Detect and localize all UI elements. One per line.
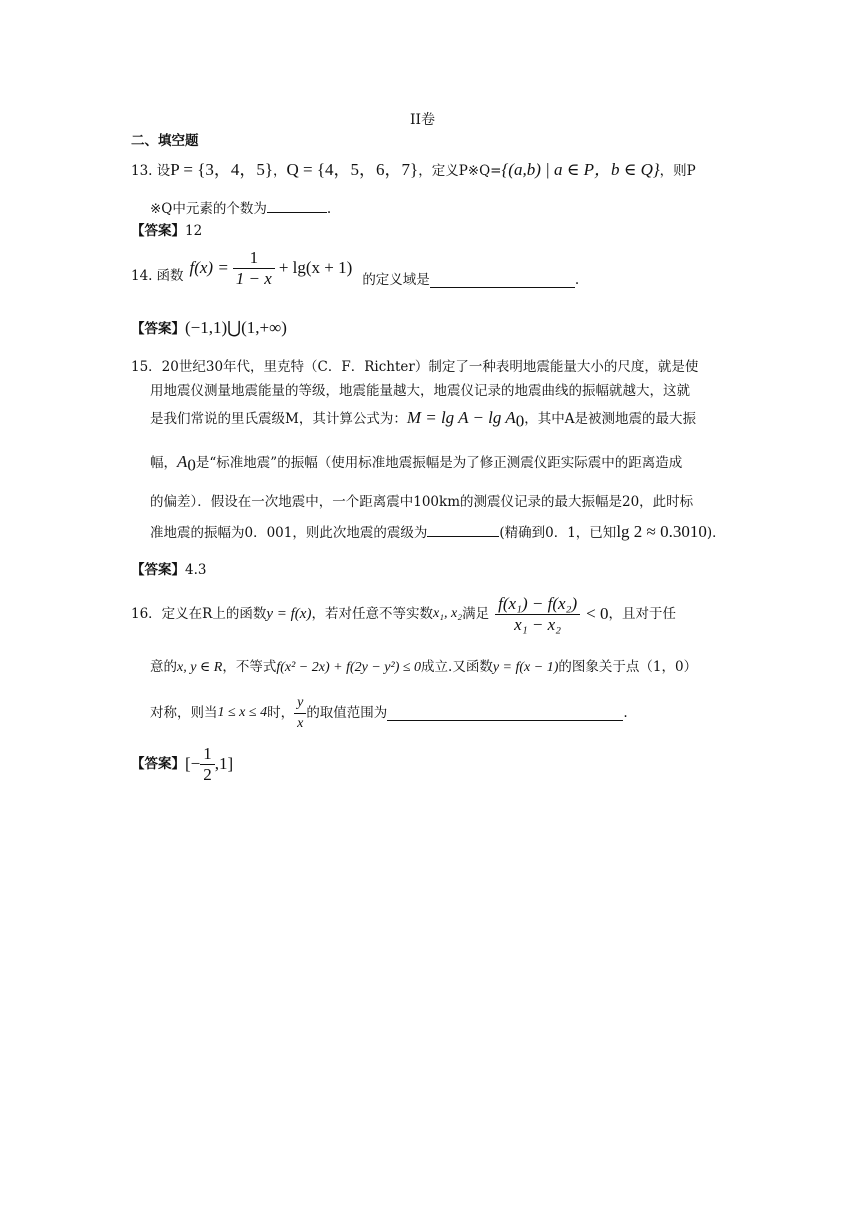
q16-yx-fraction — [294, 693, 306, 734]
q16-l3c: 的取值范围为 — [306, 705, 388, 721]
q16-l2d: 的图象关于点（1，0） — [558, 659, 698, 675]
q15-a0-sub: 0 — [187, 455, 196, 475]
q13-tail: ，则P — [659, 163, 696, 179]
q16-ans-post: ,1] — [214, 754, 234, 773]
q14-end: . — [574, 272, 580, 288]
q16-yfx: y = f(x) — [266, 606, 312, 622]
q15-formula-sub: 0 — [515, 411, 525, 431]
q16-ans-fraction — [200, 744, 215, 785]
q15-line3 — [150, 408, 696, 432]
q16-l1c: 满足 — [462, 606, 490, 622]
q16-l2b: ，不等式 — [222, 659, 277, 675]
q16-end: . — [623, 705, 628, 721]
q14-answer-blank[interactable] — [430, 273, 575, 288]
q13-answer-value: 12 — [185, 223, 203, 239]
q15-line6a: 准地震的振幅为0．001，则此次地震的震级为 — [150, 525, 428, 541]
volume-title: II卷 — [410, 112, 436, 128]
q16-l1d: ，且对于任 — [608, 606, 676, 622]
q14-fraction — [233, 248, 275, 289]
q16-l3a: 对称，则当 — [150, 705, 218, 721]
q15-lg2: lg 2 ≈ 0.3010 — [616, 522, 707, 541]
q13-lead: 设 — [156, 163, 171, 179]
q15-a0: A — [177, 452, 188, 471]
q16-line2 — [150, 657, 697, 678]
q16-lt0: < 0 — [586, 604, 609, 623]
question-13-line2 — [150, 198, 331, 219]
q16-range: 1 ≤ x ≤ 4 — [217, 705, 268, 720]
q14-fx: f(x) = — [189, 258, 229, 277]
q14-answer — [131, 318, 287, 339]
q14-lead: 函数 — [156, 268, 184, 284]
q15-answer-blank[interactable] — [427, 522, 499, 537]
q14-text: 的定义域是 — [362, 272, 430, 288]
q13-def-text: ，定义P※Q= — [418, 163, 502, 179]
q16-answer-blank[interactable] — [387, 706, 623, 721]
q13-answer — [131, 221, 202, 241]
q15-line6c: )． — [706, 525, 726, 541]
q15-line1: 15．20世纪30年代，里克特（C．F．Richter）制定了一种表明地震能量大小的尺度，就是使 — [131, 359, 699, 375]
q16-ans-den: 2 — [203, 764, 212, 784]
q13-def-set: {(a,b) | a ∈ P，b ∈ Q} — [501, 160, 660, 179]
q15-line2: 用地震仪测量地震能量的等级，地震能量越大，地震仪记录的地震曲线的振幅就越大，这就 — [150, 383, 690, 399]
q13-answer-tag: 【答案】 — [131, 223, 185, 239]
q15-line4a: 幅， — [150, 455, 177, 471]
q16-x1x2: x₁, x₂ — [432, 606, 463, 621]
q13-set-p: P = {3，4，5} — [170, 160, 274, 179]
q14-answer-tag: 【答案】 — [131, 321, 185, 337]
q13-number: 13. — [131, 163, 153, 179]
q16-fraction — [495, 594, 580, 635]
q15-answer-tag: 【答案】 — [131, 562, 185, 578]
q15-answer-value: 4.3 — [185, 562, 207, 578]
q16-answer — [131, 742, 233, 786]
question-13-line1 — [131, 160, 696, 181]
q14-answer-value: (−1,1)⋃(1,+∞) — [185, 318, 287, 337]
q15-formula: M = lg A − lg A — [406, 408, 516, 427]
q16-frac-num: f(x₁) − f(x₂) — [498, 593, 578, 613]
q15-line6b: (精确到0．1，已知 — [499, 525, 617, 541]
q15-line3b: ，其中A是被测地震的最大振 — [524, 411, 696, 427]
q16-xyR: x, y ∈ R — [177, 660, 223, 675]
q13-end: . — [326, 201, 332, 217]
q16-l3b: 时， — [267, 705, 295, 721]
q16-yx-den: x — [297, 715, 304, 731]
q16-answer-tag: 【答案】 — [131, 756, 185, 772]
q15-line4b: 是“标准地震”的振幅（使用标准地震振幅是为了修正测震仪距实际震中的距离造成 — [195, 455, 683, 471]
q16-l1a: 16．定义在R上的函数 — [131, 606, 267, 622]
q16-ans-num: 1 — [203, 743, 212, 763]
q13-answer-blank[interactable] — [267, 198, 327, 213]
q15-line6 — [150, 522, 726, 543]
q16-l2a: 意的 — [150, 659, 177, 675]
q15-answer — [131, 560, 206, 580]
q13-sep: ， — [273, 163, 287, 179]
q14-rest: + lg(x + 1) — [278, 258, 353, 277]
q16-yx-num: y — [297, 694, 304, 710]
q16-l2c: 成立.又函数 — [421, 659, 493, 675]
q14-frac-den: 1 − x — [235, 268, 272, 288]
q16-yfx1: y = f(x − 1) — [492, 660, 559, 675]
q14-frac-num: 1 — [249, 247, 259, 267]
q15-line5: 的偏差）．假设在一次地震中，一个距离震中100km的测震仪记录的最大振幅是20，此时标 — [150, 494, 694, 510]
q16-line3 — [150, 692, 628, 734]
q16-line1 — [131, 588, 676, 640]
question-14 — [131, 247, 580, 296]
q14-number: 14. — [131, 268, 153, 284]
q13-set-q: Q = {4，5，6，7} — [286, 160, 419, 179]
q16-ans-pre: [− — [185, 754, 201, 773]
q15-line4 — [150, 452, 682, 476]
section-title: 二、填空题 — [131, 133, 199, 149]
q16-l1b: ，若对任意不等实数 — [311, 606, 433, 622]
q16-ineq: f(x² − 2x) + f(2y − y²) ≤ 0 — [276, 660, 422, 675]
q13-line2: ※Q中元素的个数为 — [150, 201, 267, 217]
q15-line3a: 是我们常说的里氏震级M，其计算公式为： — [150, 411, 407, 427]
q16-frac-den: x₁ − x₂ — [514, 614, 562, 634]
